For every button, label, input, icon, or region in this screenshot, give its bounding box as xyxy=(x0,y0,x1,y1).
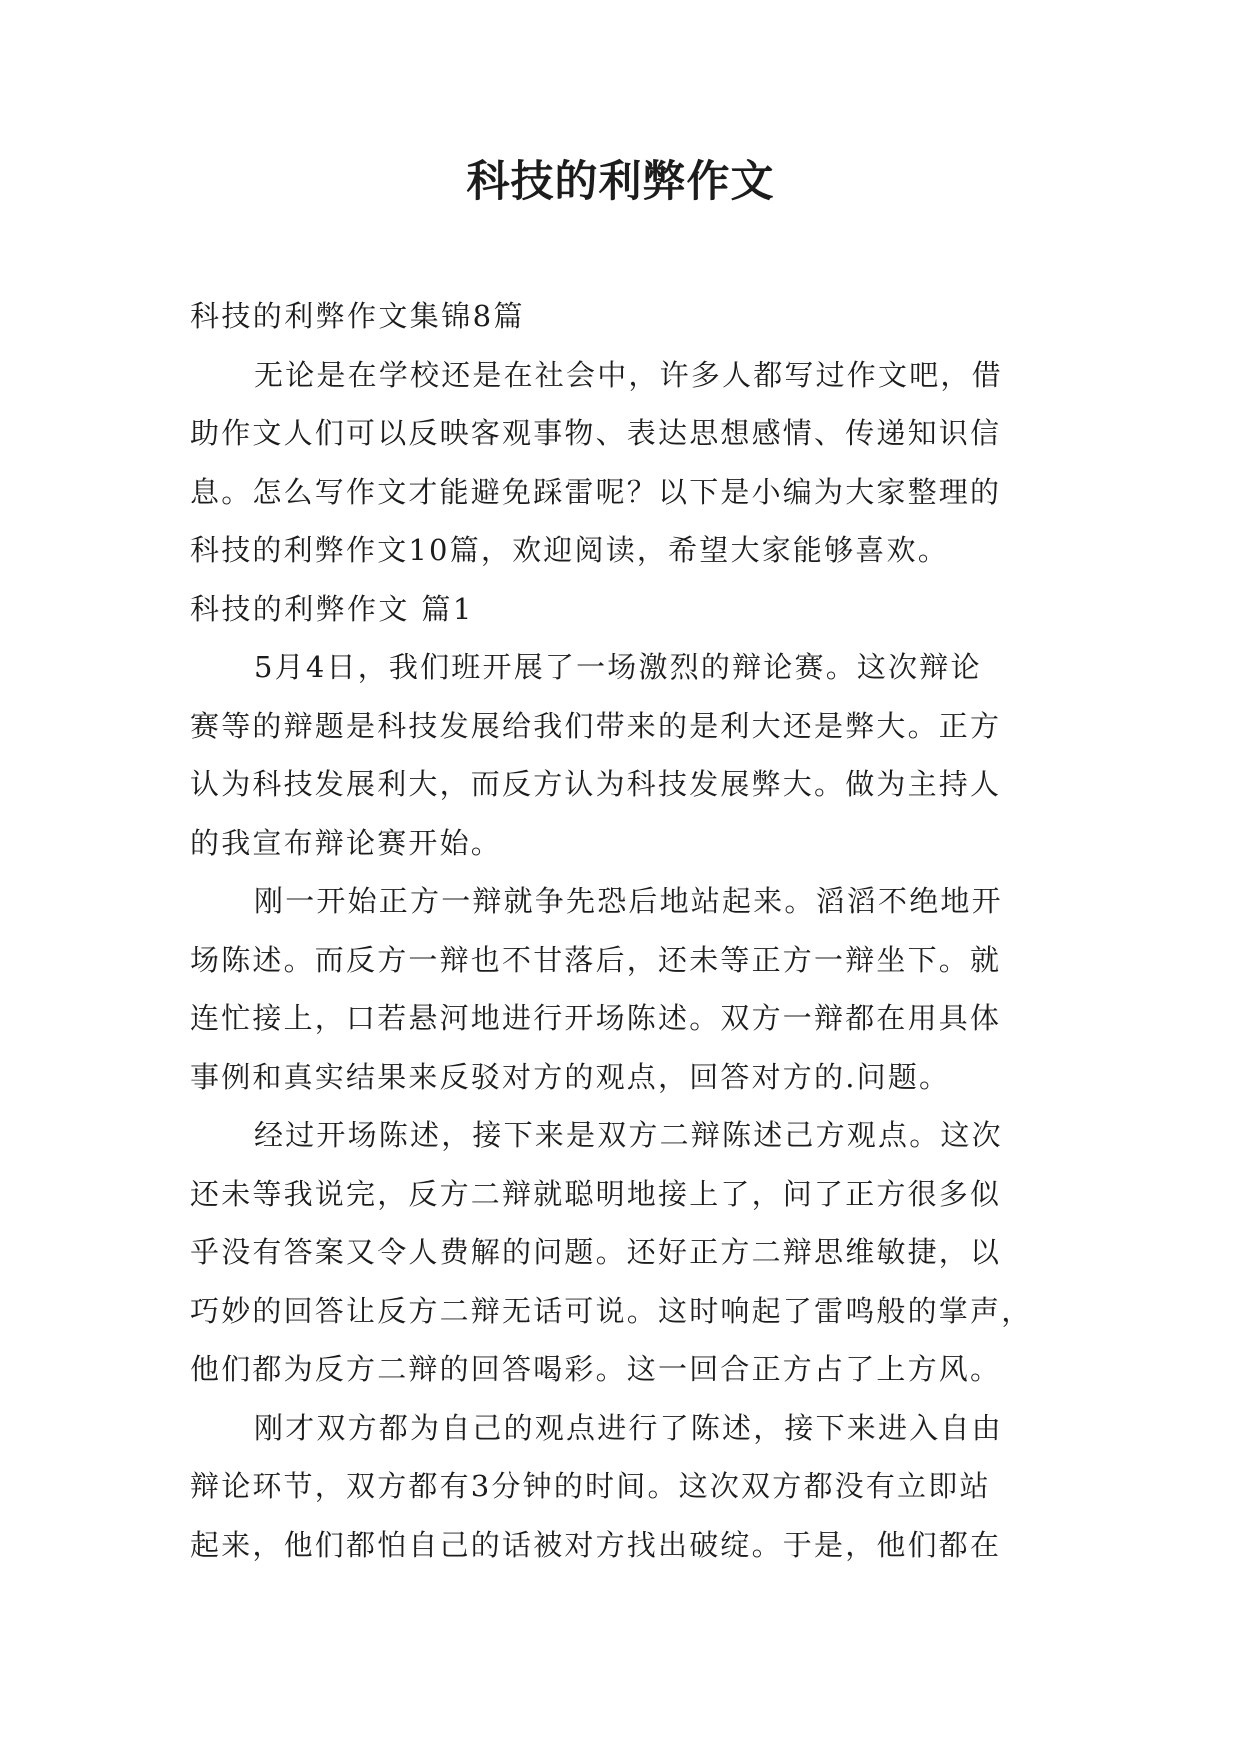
text-line: 无论是在学校还是在社会中，许多人都写过作文吧，借 xyxy=(254,357,1003,392)
text-line: 赛等的辩题是科技发展给我们带来的是利大还是弊大。正方 xyxy=(190,708,1002,743)
text-line: 5月4日，我们班开展了一场激烈的辩论赛。这次辩论 xyxy=(254,650,982,684)
document-title: 科技的利弊作文 xyxy=(466,157,775,207)
body-paragraph xyxy=(190,1106,1055,1399)
text-line: 他们都为反方二辩的回答喝彩。这一回合正方占了上方风。 xyxy=(190,1352,1002,1386)
body-paragraph xyxy=(190,638,1055,872)
document-body xyxy=(190,287,1055,1574)
document-subtitle: 科技的利弊作文集锦8篇 xyxy=(190,299,525,333)
text-line: 刚一开始正方一辩就争先恐后地站起来。滔滔不绝地开 xyxy=(254,884,1003,918)
text-line: 事例和真实结果来反驳对方的观点，回答对方的.问题。 xyxy=(190,1059,951,1094)
body-paragraph xyxy=(190,1399,1055,1575)
text-line: 连忙接上，口若悬河地进行开场陈述。双方一辩都在用具体 xyxy=(190,1001,1002,1035)
body-paragraph xyxy=(190,872,1055,1106)
text-line: 认为科技发展利大，而反方认为科技发展弊大。做为主持人 xyxy=(190,767,1002,801)
text-line: 起来，他们都怕自己的话被对方找出破绽。于是，他们都在 xyxy=(190,1527,1002,1562)
text-line: 息。怎么写作文才能避免踩雷呢？以下是小编为大家整理的 xyxy=(190,474,1002,509)
text-line: 刚才双方都为自己的观点进行了陈述，接下来进入自由 xyxy=(254,1410,1003,1445)
text-line: 助作文人们可以反映客观事物、表达思想感情、传递知识信 xyxy=(190,416,1002,450)
text-line: 辩论环节，双方都有3分钟的时间。这次双方都没有立即站 xyxy=(190,1469,991,1503)
text-line: 乎没有答案又令人费解的问题。还好正方二辩思维敏捷，以 xyxy=(190,1235,1002,1269)
text-line: 场陈述。而反方一辩也不甘落后，还未等正方一辩坐下。就 xyxy=(190,942,1002,977)
section-heading: 科技的利弊作文 篇1 xyxy=(190,591,474,626)
text-line: 巧妙的回答让反方二辩无话可说。这时响起了雷鸣般的掌声， xyxy=(190,1293,1033,1328)
text-line: 的我宣布辩论赛开始。 xyxy=(190,825,503,860)
text-line: 经过开场陈述，接下来是双方二辩陈述己方观点。这次 xyxy=(254,1118,1003,1152)
intro-paragraph xyxy=(190,346,1055,580)
text-line: 科技的利弊作文10篇，欢迎阅读，希望大家能够喜欢。 xyxy=(190,533,949,567)
text-line: 还未等我说完，反方二辩就聪明地接上了，问了正方很多似 xyxy=(190,1176,1002,1211)
